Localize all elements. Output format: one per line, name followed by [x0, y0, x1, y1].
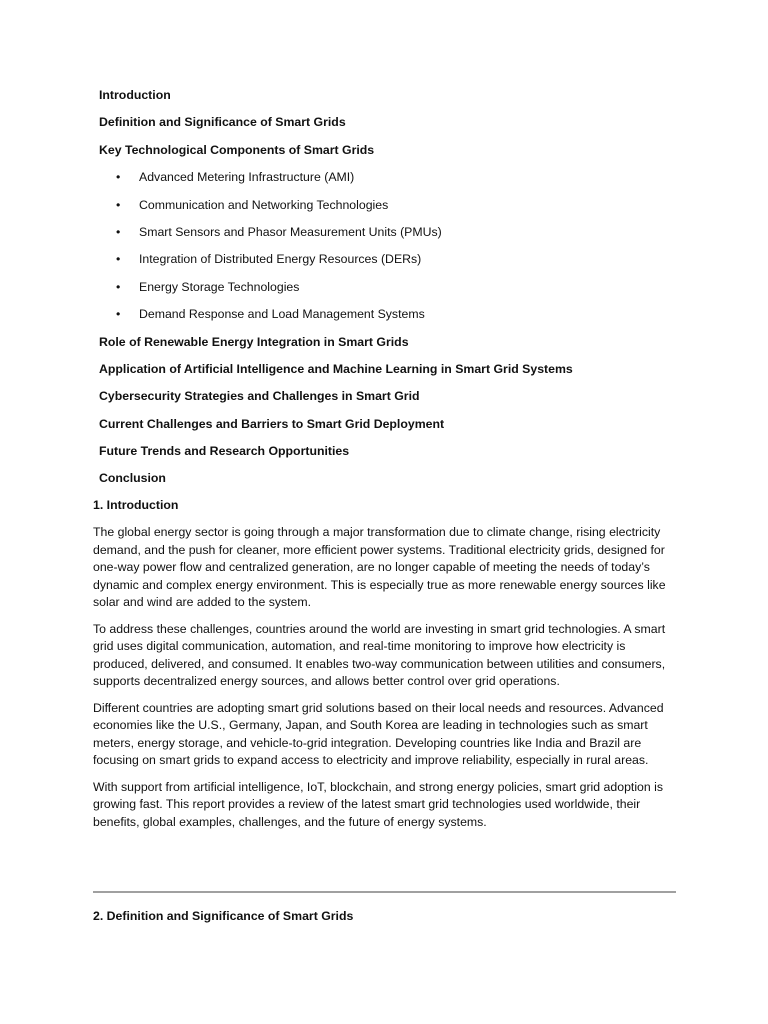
bullet-icon: •: [116, 252, 121, 267]
bullet-icon: •: [116, 170, 121, 185]
toc-heading-definition[interactable]: Definition and Significance of Smart Grids: [99, 115, 346, 130]
bullet-icon: •: [116, 224, 121, 239]
toc-heading-renewable[interactable]: Role of Renewable Energy Integration in Smart Grids: [99, 334, 409, 349]
section-title-introduction: 1. Introduction: [93, 498, 179, 512]
toc-subitem-label: Smart Sensors and Phasor Measurement Units (PMUs): [139, 224, 442, 239]
toc-heading-introduction[interactable]: Introduction: [99, 88, 171, 102]
toc-heading-cybersecurity[interactable]: Cybersecurity Strategies and Challenges in Smart Grid: [99, 389, 420, 404]
body-paragraph: With support from artificial intelligence, IoT, blockchain, and strong energy policies, smart grid adoption is growing fast. This report provides a review of the latest smart grid technologies used worldwide, their benefits, global examples, challenges, and the future of energy systems.: [93, 779, 664, 829]
toc-subitem-label: Integration of Distributed Energy Resources (DERs): [139, 252, 422, 267]
toc-heading-conclusion[interactable]: Conclusion: [99, 471, 166, 486]
toc-subitem[interactable]: [99, 196, 699, 223]
toc-subitem[interactable]: [99, 168, 699, 195]
body-paragraph: Different countries are adopting smart grid solutions based on their local needs and resources. Advanced economies like the U.S., Germany, Japan, and South Korea are leading in technologies such as smart meters, energy storage, and vehicle-to-grid integration. Developing countries like India and Brazil are focusing on smart grids to expand access to electricity and improve reliability, especially in rural areas.: [93, 700, 664, 767]
section-title-definition: 2. Definition and Significance of Smart Grids: [93, 909, 354, 923]
toc-heading-ai-ml[interactable]: Application of Artificial Intelligence and Machine Learning in Smart Grid Systems: [99, 361, 573, 376]
toc-subitem[interactable]: [99, 223, 699, 250]
toc-subitem[interactable]: [99, 305, 699, 332]
horizontal-divider: [93, 891, 676, 893]
bullet-icon: •: [116, 197, 121, 212]
bullet-icon: •: [116, 279, 121, 294]
toc-subitem-label: Demand Response and Load Management Systems: [139, 307, 425, 322]
body-paragraph: To address these challenges, countries around the world are investing in smart grid technologies. A smart grid uses digital communication, automation, and real-time monitoring to improve how electricity is produced, delivered, and consumed. It enables two-way communication between utilities and consumers, supports decentralized energy sources, and allows better control over grid operations.: [93, 621, 666, 688]
toc-heading-future-trends[interactable]: Future Trends and Research Opportunities: [99, 444, 350, 459]
toc-subitem-label: Advanced Metering Infrastructure (AMI): [139, 170, 355, 185]
body-paragraph: The global energy sector is going through a major transformation due to climate change, rising electricity demand, and the push for cleaner, more efficient power systems. Traditional electricity grids, designed for one-way power flow and centralized generation, are no longer capable of meeting the needs of today’s dynamic and complex energy environment. This is especially true as more renewable energy sources like solar and wind are added to the system.: [93, 525, 666, 609]
toc-heading-key-components[interactable]: Key Technological Components of Smart Grids: [99, 142, 375, 157]
toc-heading-challenges[interactable]: Current Challenges and Barriers to Smart Grid Deployment: [99, 416, 445, 431]
table-of-contents: [99, 86, 699, 497]
toc-subitem[interactable]: [99, 250, 699, 277]
toc-subitem-label: Energy Storage Technologies: [139, 279, 300, 294]
toc-subitem[interactable]: [99, 278, 699, 305]
bullet-icon: •: [116, 307, 121, 322]
toc-subitem-label: Communication and Networking Technologies: [139, 197, 389, 212]
section-introduction: [93, 496, 677, 840]
